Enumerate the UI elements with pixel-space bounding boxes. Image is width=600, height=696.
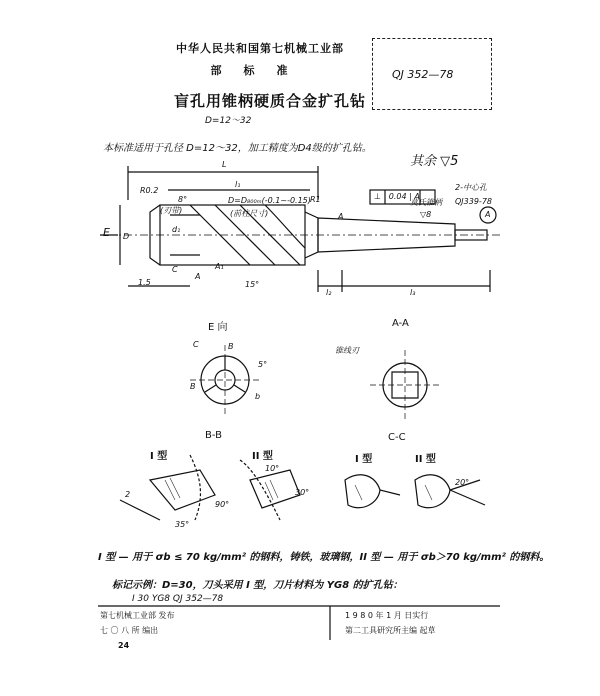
label-ladder: (刃带) [160, 206, 183, 215]
footer-compiled: 七 〇 八 所 编出 [100, 626, 159, 635]
surface-finish-note: 其余 ▽5 [410, 154, 459, 169]
bb-type1-label: I 型 [150, 451, 168, 462]
label-8deg: 8° [178, 195, 188, 204]
e-label-b-top: B [228, 342, 234, 351]
diameter-range: D=12～32 [205, 116, 252, 126]
label-1-5: 1.5 [138, 278, 151, 287]
e-label-b-bottom: b [255, 392, 261, 401]
label-l1: l₁ [235, 180, 241, 189]
label-morse: 莫氏锥柄 [410, 198, 442, 207]
scope-statement: 本标准适用于孔径 D=12～32，加工精度为D4级的扩孔钻。 [103, 143, 372, 154]
footer-issued-by: 第七机械工业部 发布 [100, 611, 175, 620]
label-15deg: 15° [245, 280, 260, 289]
bb-type1-section [150, 470, 215, 510]
label-c1: C [172, 265, 178, 274]
bb-type2-section [250, 470, 300, 508]
label-r1: R1 [310, 195, 321, 204]
aa-label: 锥线刃 [335, 346, 359, 355]
label-d1: d₁ [172, 225, 181, 234]
marking-example-label: 标记示例：D=30，刀头采用 I 型，刀片材料为 YG8 的扩孔钻： [112, 580, 403, 591]
angle-10: 10° [265, 464, 280, 473]
standard-type: 部标准 [210, 64, 310, 77]
e-label-b-side: B [190, 382, 196, 391]
cc-type2-section [415, 475, 450, 508]
type-usage-note: I 型 — 用于 σb ≤ 70 kg/mm² 的钢料，铸铁，玻璃钢，II 型 — 用于 σb＞70 kg/mm² 的钢料。 [98, 552, 550, 563]
marking-example: I 30 YG8 QJ 352—78 [132, 594, 224, 604]
cc-type1-label: I 型 [355, 454, 373, 465]
angle-90: 90° [215, 500, 230, 509]
angle-30: 30° [295, 488, 310, 497]
label-grade: ▽8 [420, 210, 432, 219]
document-title: 盲孔用锥柄硬质合金扩孔钻 [173, 92, 366, 110]
label-centre-hole: 2-中心孔 [455, 183, 487, 192]
view-aa-title: A-A [392, 318, 409, 329]
label-tolerance-box: ⊥ | 0.04 | A [374, 192, 420, 201]
label-d-tolerance: D=D₈₀₀ₘ(-0.1~-0.15) [228, 196, 311, 205]
angle-2: 2 [125, 490, 131, 499]
angle-20: 20° [455, 478, 470, 487]
view-cc-title: C-C [388, 432, 406, 443]
label-L: L [222, 160, 227, 169]
label-a-view: A [338, 212, 344, 221]
e-label-5deg: 5° [258, 360, 268, 369]
label-datum-a: A [485, 210, 491, 219]
cc-type1-section [345, 475, 380, 508]
label-l3: l₃ [410, 288, 416, 297]
label-l2: l₂ [326, 288, 332, 297]
footer-effective: 1 9 8 0 年 1 月 日实行 [345, 611, 429, 620]
e-label-c: C [193, 340, 199, 349]
label-wear: (前柱尺寸) [230, 209, 269, 218]
label-a2: A₁ [215, 262, 224, 271]
label-d-dim: D [123, 232, 130, 241]
ministry-header: 中华人民共和国第七机械工业部 [176, 42, 344, 55]
cc-type2-label: II 型 [415, 454, 436, 465]
label-morse-std: QJ339-78 [455, 197, 492, 206]
page-number: 24 [118, 641, 130, 650]
footer-drafted: 第二工具研究所主编 起草 [345, 626, 436, 635]
angle-35: 35° [175, 520, 190, 529]
label-e-arrow: E [103, 226, 110, 239]
label-r02: R0.2 [140, 186, 159, 195]
label-a1: A [195, 272, 201, 281]
standard-number: QJ 352—78 [392, 68, 454, 81]
view-bb-title: B-B [205, 430, 222, 441]
view-e-title: E 向 [208, 322, 228, 333]
bb-type2-label: II 型 [252, 451, 273, 462]
